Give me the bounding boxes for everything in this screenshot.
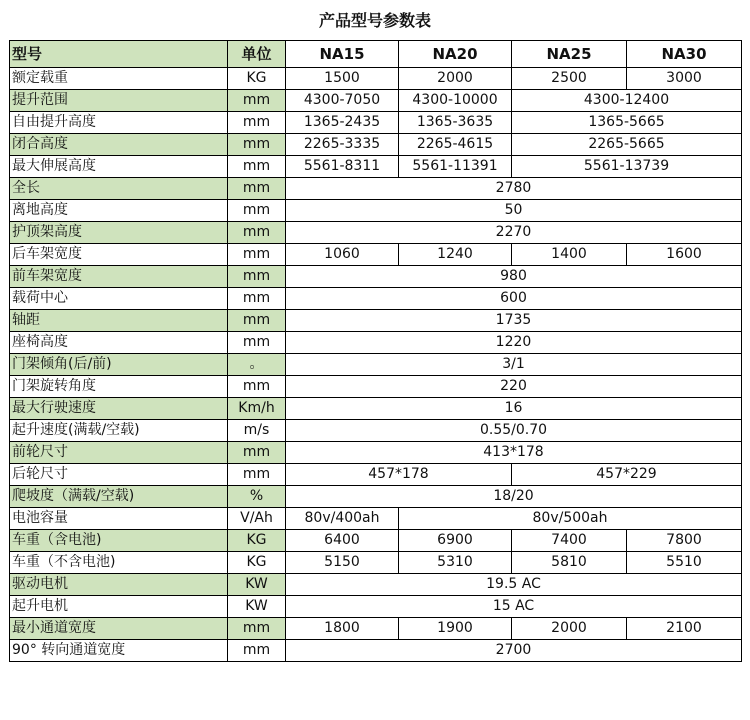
row-unit: mm (228, 332, 286, 354)
table-row (10, 90, 742, 112)
header-model-na15: NA15 (286, 41, 399, 68)
value-cell: 2100 (627, 618, 742, 640)
value-cell: 80v/500ah (399, 508, 742, 530)
table-row (10, 68, 742, 90)
value-cell: 4300-10000 (399, 90, 512, 112)
table-row (10, 640, 742, 662)
value-cell: 5561-11391 (399, 156, 512, 178)
table-row (10, 266, 742, 288)
value-cell: 980 (286, 266, 742, 288)
page-title: 产品型号参数表 (318, 11, 431, 30)
table-row (10, 442, 742, 464)
value-cell: 16 (286, 398, 742, 420)
value-cell: 1400 (512, 244, 627, 266)
value-cell: 1600 (627, 244, 742, 266)
value-cell: 1060 (286, 244, 399, 266)
row-unit: KG (228, 530, 286, 552)
table-row (10, 552, 742, 574)
value-cell: 220 (286, 376, 742, 398)
row-unit: V/Ah (228, 508, 286, 530)
row-unit: KW (228, 574, 286, 596)
row-label: 提升范围 (10, 90, 228, 112)
value-cell: 0.55/0.70 (286, 420, 742, 442)
row-unit: mm (228, 266, 286, 288)
header-row (10, 41, 742, 68)
row-unit: Km/h (228, 398, 286, 420)
value-cell: 1800 (286, 618, 399, 640)
table-row (10, 574, 742, 596)
table-row (10, 178, 742, 200)
row-unit: mm (228, 134, 286, 156)
value-cell: 4300-7050 (286, 90, 399, 112)
row-label: 爬坡度（满载/空载) (10, 486, 228, 508)
value-cell: 3000 (627, 68, 742, 90)
row-unit: mm (228, 618, 286, 640)
value-cell: 5561-13739 (512, 156, 742, 178)
value-cell: 15 AC (286, 596, 742, 618)
row-label: 自由提升高度 (10, 112, 228, 134)
value-cell: 457*178 (286, 464, 512, 486)
row-label: 前车架宽度 (10, 266, 228, 288)
row-unit: mm (228, 464, 286, 486)
table-row (10, 244, 742, 266)
table-row (10, 596, 742, 618)
value-cell: 18/20 (286, 486, 742, 508)
row-unit: KG (228, 68, 286, 90)
value-cell: 2270 (286, 222, 742, 244)
value-cell: 600 (286, 288, 742, 310)
value-cell: 2500 (512, 68, 627, 90)
row-unit: mm (228, 200, 286, 222)
row-unit: mm (228, 178, 286, 200)
table-row (10, 398, 742, 420)
table-row (10, 420, 742, 442)
value-cell: 2780 (286, 178, 742, 200)
header-model-na25: NA25 (512, 41, 627, 68)
value-cell: 80v/400ah (286, 508, 399, 530)
row-label: 离地高度 (10, 200, 228, 222)
spec-table (9, 40, 742, 662)
value-cell: 2265-5665 (512, 134, 742, 156)
table-row (10, 464, 742, 486)
value-cell: 1900 (399, 618, 512, 640)
value-cell: 5150 (286, 552, 399, 574)
row-label: 车重（含电池) (10, 530, 228, 552)
row-label: 全长 (10, 178, 228, 200)
value-cell: 5810 (512, 552, 627, 574)
table-row (10, 288, 742, 310)
row-label: 后轮尺寸 (10, 464, 228, 486)
row-unit: mm (228, 222, 286, 244)
row-label: 额定载重 (10, 68, 228, 90)
value-cell: 2265-3335 (286, 134, 399, 156)
table-row (10, 530, 742, 552)
table-row (10, 486, 742, 508)
table-row (10, 134, 742, 156)
row-unit: mm (228, 288, 286, 310)
table-row (10, 310, 742, 332)
value-cell: 7800 (627, 530, 742, 552)
row-unit: mm (228, 244, 286, 266)
row-unit: mm (228, 310, 286, 332)
table-row (10, 376, 742, 398)
value-cell: 5310 (399, 552, 512, 574)
row-label: 座椅高度 (10, 332, 228, 354)
row-label: 轴距 (10, 310, 228, 332)
row-label: 门架旋转角度 (10, 376, 228, 398)
value-cell: 50 (286, 200, 742, 222)
value-cell: 2700 (286, 640, 742, 662)
header-model-label: 型号 (10, 41, 228, 68)
row-unit: mm (228, 112, 286, 134)
table-row (10, 332, 742, 354)
spec-table-body (10, 41, 742, 662)
row-unit: mm (228, 442, 286, 464)
value-cell: 457*229 (512, 464, 742, 486)
value-cell: 1365-2435 (286, 112, 399, 134)
table-row (10, 222, 742, 244)
table-row (10, 354, 742, 376)
row-label: 90° 转向通道宽度 (10, 640, 228, 662)
value-cell: 19.5 AC (286, 574, 742, 596)
row-label: 门架倾角(后/前) (10, 354, 228, 376)
row-label: 最大行驶速度 (10, 398, 228, 420)
row-label: 载荷中心 (10, 288, 228, 310)
value-cell: 2265-4615 (399, 134, 512, 156)
row-label: 闭合高度 (10, 134, 228, 156)
value-cell: 5510 (627, 552, 742, 574)
table-row (10, 618, 742, 640)
row-unit: KW (228, 596, 286, 618)
header-unit-label: 单位 (228, 41, 286, 68)
value-cell: 7400 (512, 530, 627, 552)
value-cell: 6900 (399, 530, 512, 552)
row-label: 前轮尺寸 (10, 442, 228, 464)
row-label: 起升电机 (10, 596, 228, 618)
row-label: 起升速度(满载/空载) (10, 420, 228, 442)
row-unit: mm (228, 640, 286, 662)
row-label: 最大伸展高度 (10, 156, 228, 178)
header-model-na20: NA20 (399, 41, 512, 68)
row-label: 后车架宽度 (10, 244, 228, 266)
value-cell: 1240 (399, 244, 512, 266)
value-cell: 1220 (286, 332, 742, 354)
table-row (10, 156, 742, 178)
value-cell: 6400 (286, 530, 399, 552)
header-model-na30: NA30 (627, 41, 742, 68)
row-unit: mm (228, 376, 286, 398)
row-label: 车重（不含电池) (10, 552, 228, 574)
value-cell: 1500 (286, 68, 399, 90)
value-cell: 413*178 (286, 442, 742, 464)
row-label: 最小通道宽度 (10, 618, 228, 640)
table-row (10, 508, 742, 530)
row-unit: mm (228, 90, 286, 112)
row-unit: 。 (228, 354, 286, 376)
value-cell: 2000 (399, 68, 512, 90)
value-cell: 1735 (286, 310, 742, 332)
value-cell: 5561-8311 (286, 156, 399, 178)
row-label: 电池容量 (10, 508, 228, 530)
row-unit: % (228, 486, 286, 508)
value-cell: 1365-3635 (399, 112, 512, 134)
row-label: 护顶架高度 (10, 222, 228, 244)
row-unit: KG (228, 552, 286, 574)
row-unit: m/s (228, 420, 286, 442)
value-cell: 4300-12400 (512, 90, 742, 112)
value-cell: 3/1 (286, 354, 742, 376)
table-row (10, 200, 742, 222)
row-label: 驱动电机 (10, 574, 228, 596)
table-row (10, 112, 742, 134)
value-cell: 2000 (512, 618, 627, 640)
value-cell: 1365-5665 (512, 112, 742, 134)
row-unit: mm (228, 156, 286, 178)
